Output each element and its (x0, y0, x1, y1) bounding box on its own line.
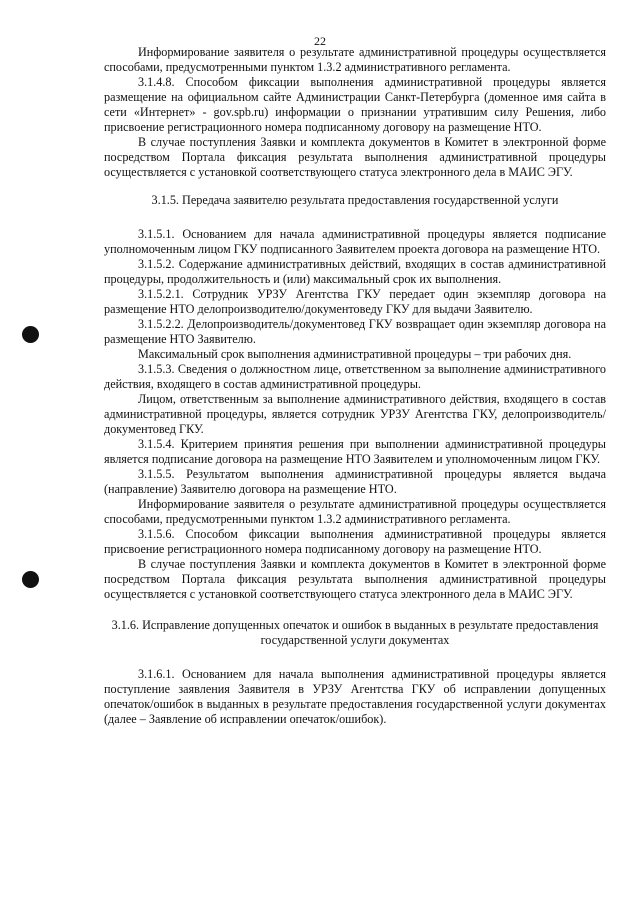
paragraph: 3.1.6.1. Основанием для начала выполнения административной процедуры является поступление заявления Заявителя в УРЗУ Агентства ГКУ об исправлении допущенных опечаток/ошибок в выданных в результате предоставления государственной услуги документах (далее – Заявление об исправлении опечаток/ошибок). (104, 667, 606, 726)
binder-hole-lower (22, 571, 39, 588)
paragraph: 3.1.5.5. Результатом выполнения административной процедуры является выдача (направление) Заявителю договора на размещение НТО. (104, 467, 606, 496)
section-heading: 3.1.5. Передача заявителю результата предоставления государственной услуги (151, 193, 559, 207)
paragraph: 3.1.5.2.2. Делопроизводитель/документовед ГКУ возвращает один экземпляр договора на размещение НТО Заявителю. (104, 317, 606, 346)
paragraph: Информирование заявителя о результате административной процедуры осуществляется способами, предусмотренными пунктом 1.3.2 административного регламента. (104, 45, 606, 74)
paragraph: 3.1.5.2. Содержание административных действий, входящих в состав административной процедуры, продолжительность и (или) максимальный срок их выполнения. (104, 257, 606, 286)
paragraph: 3.1.5.2.1. Сотрудник УРЗУ Агентства ГКУ передает один экземпляр договора на размещение НТО делопроизводителю/документоведу ГКУ для выдачи Заявителю. (104, 287, 606, 316)
paragraph: В случае поступления Заявки и комплекта документов в Комитет в электронной форме посредством Портала фиксация результата выполнения административной процедуры осуществляется с установкой соответствующего статуса электронного дела в МАИС ЭГУ. (104, 135, 606, 179)
paragraph: Лицом, ответственным за выполнение административного действия, входящего в состав административной процедуры, является сотрудник УРЗУ Агентства ГКУ, делопроизводитель/документовед ГКУ. (104, 392, 606, 436)
paragraph: Информирование заявителя о результате административной процедуры осуществляется способами, предусмотренными пунктом 1.3.2 административного регламента. (104, 497, 606, 526)
paragraph: 3.1.5.3. Сведения о должностном лице, ответственном за выполнение административного действия, входящего в состав административной процедуры. (104, 362, 606, 391)
document-body (104, 45, 606, 727)
paragraph: 3.1.4.8. Способом фиксации выполнения административной процедуры является размещение на официальном сайте Администрации Санкт-Петербурга (доменное имя сайта в сети «Интернет» - gov.spb.ru) информации о признании утратившим силу Решения, либо присвоение регистрационного номера подписанному договору на размещение НТО. (104, 75, 606, 134)
paragraph: 3.1.5.6. Способом фиксации выполнения административной процедуры является присвоение регистрационного номера подписанному договору на размещение НТО. (104, 527, 606, 556)
section-heading: 3.1.6. Исправление допущенных опечаток и ошибок в выданных в результате предоставления государственной услуги документах (111, 618, 599, 647)
paragraph: 3.1.5.4. Критерием принятия решения при выполнении административной процедуры является подписание договора на размещение НТО Заявителем и уполномоченным лицом ГКУ. (104, 437, 606, 466)
paragraph: Максимальный срок выполнения административной процедуры – три рабочих дня. (138, 347, 572, 361)
binder-hole-upper (22, 326, 39, 343)
paragraph: В случае поступления Заявки и комплекта документов в Комитет в электронной форме посредством Портала фиксация результата выполнения административной процедуры осуществляется с установкой соответствующего статуса электронного дела в МАИС ЭГУ. (104, 557, 606, 601)
paragraph: 3.1.5.1. Основанием для начала административной процедуры является подписание уполномоченным лицом ГКУ подписанного Заявителем проекта договора на размещение НТО. (104, 227, 606, 256)
page-number: 22 (314, 34, 326, 48)
